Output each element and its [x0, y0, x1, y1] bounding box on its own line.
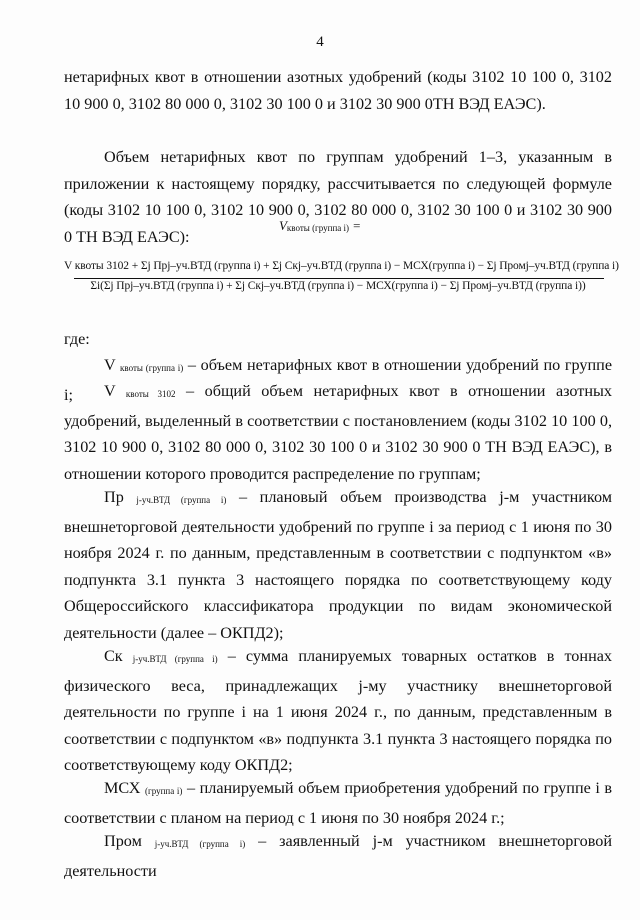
def-symbol: V [104, 382, 116, 400]
page-number: 4 [316, 34, 324, 50]
formula-numerator: V квоты 3102 + Σj Прj–уч.ВТД (группа i) + Σj Скj–уч.ВТД (группа i) − МСХ(группа i) − Σj Промj–уч.ВТД (группа i) [64, 260, 619, 272]
formula-equals: = [352, 218, 362, 233]
def-text: – объем нетарифных квот в отношении удобрений по группе i; [64, 356, 613, 404]
definition-prom [64, 828, 612, 884]
def-text: – общий объем нетарифных квот в отношении азотных удобрений, выделенный в соответствии с постановлением (коды 3102 10 100 0, 3102 10 900 0, 3102 80 000 0, 3102 30 100 0 и 3102 30 900 0 ТН ВЭД ЕАЭС), в отношении которого проводится распределение по группам; [64, 382, 613, 483]
formula-lhs-subscript: квоты (группа i) [286, 223, 350, 233]
definition-sk [64, 643, 612, 779]
where-label: где: [64, 330, 90, 348]
def-subscript: j-уч.ВТД (группа i) [136, 495, 227, 505]
formula-lhs [0, 218, 640, 234]
def-text: – плановый объем производства j-м участником внешнеторговой деятельности удобрений по группе i за период с 1 июня по 30 ноября 2024 г. по данным, представленным в соответствии с подпунктом «в» подпункта 3.1 пункта 3 настоящего порядка по соответствующему коду Общероссийского классификатора продукции по видам экономической деятельности (далее – ОКПД2); [64, 488, 613, 642]
def-subscript: (группа i) [145, 786, 183, 796]
formula-lhs-symbol: V [278, 218, 287, 233]
def-text: – сумма планируемых товарных остатков в тоннах физического веса, принадлежащих j-му участнику внешнеторговой деятельности по группе i на 1 июня 2024 г., по данным, представленным в соответствии с подпунктом «в» подпункта 3.1 пункта 3 настоящего порядка по соответствующему коду ОКПД2; [64, 647, 613, 775]
def-text: – планируемый объем приобретения удобрений по группе i в соответствии с планом на период с 1 июня по 30 ноября 2024 г.; [64, 779, 612, 827]
def-subscript: квоты (группа i) [120, 363, 184, 373]
def-subscript: j-уч.ВТД (группа i) [132, 654, 218, 664]
def-symbol: Пром [104, 832, 142, 850]
definition-pr [64, 484, 612, 647]
def-text: – заявленный j-м участником внешнеторговой деятельности [64, 832, 612, 880]
formula-denominator: Σi(Σj Прj–уч.ВТД (группа i) + Σj Скj–уч.ВТД (группа i) − МСХ(группа i) − Σj Промj–уч.ВТД (группа i)) [90, 280, 586, 292]
definition-v-kvoty-3102 [64, 378, 612, 487]
def-symbol: Пр [104, 488, 124, 506]
paragraph-formula-intro: Объем нетарифных квот по группам удобрений 1–3, указанным в приложении к настоящему порядку, рассчитывается по следующей формуле (коды 3102 10 100 0, 3102 10 900 0, 3102 80 000 0, 3102 30 100 0 и 3102 30 900 0 ТН ВЭД ЕАЭС): [64, 148, 612, 246]
def-symbol: Ск [104, 647, 123, 665]
def-symbol: МСХ [104, 779, 141, 797]
def-subscript: квоты 3102 [125, 389, 176, 399]
fraction-bar [74, 278, 604, 279]
paragraph-continuation: нетарифных квот в отношении азотных удобрений (коды 3102 10 100 0, 3102 10 900 0, 3102 80 000 0, 3102 30 100 0 и 3102 30 900 0ТН ВЭД ЕАЭС). [64, 68, 612, 113]
def-subscript: j-уч.ВТД (группа i) [154, 839, 246, 849]
definition-msx [64, 775, 612, 831]
def-symbol: V [104, 356, 116, 374]
